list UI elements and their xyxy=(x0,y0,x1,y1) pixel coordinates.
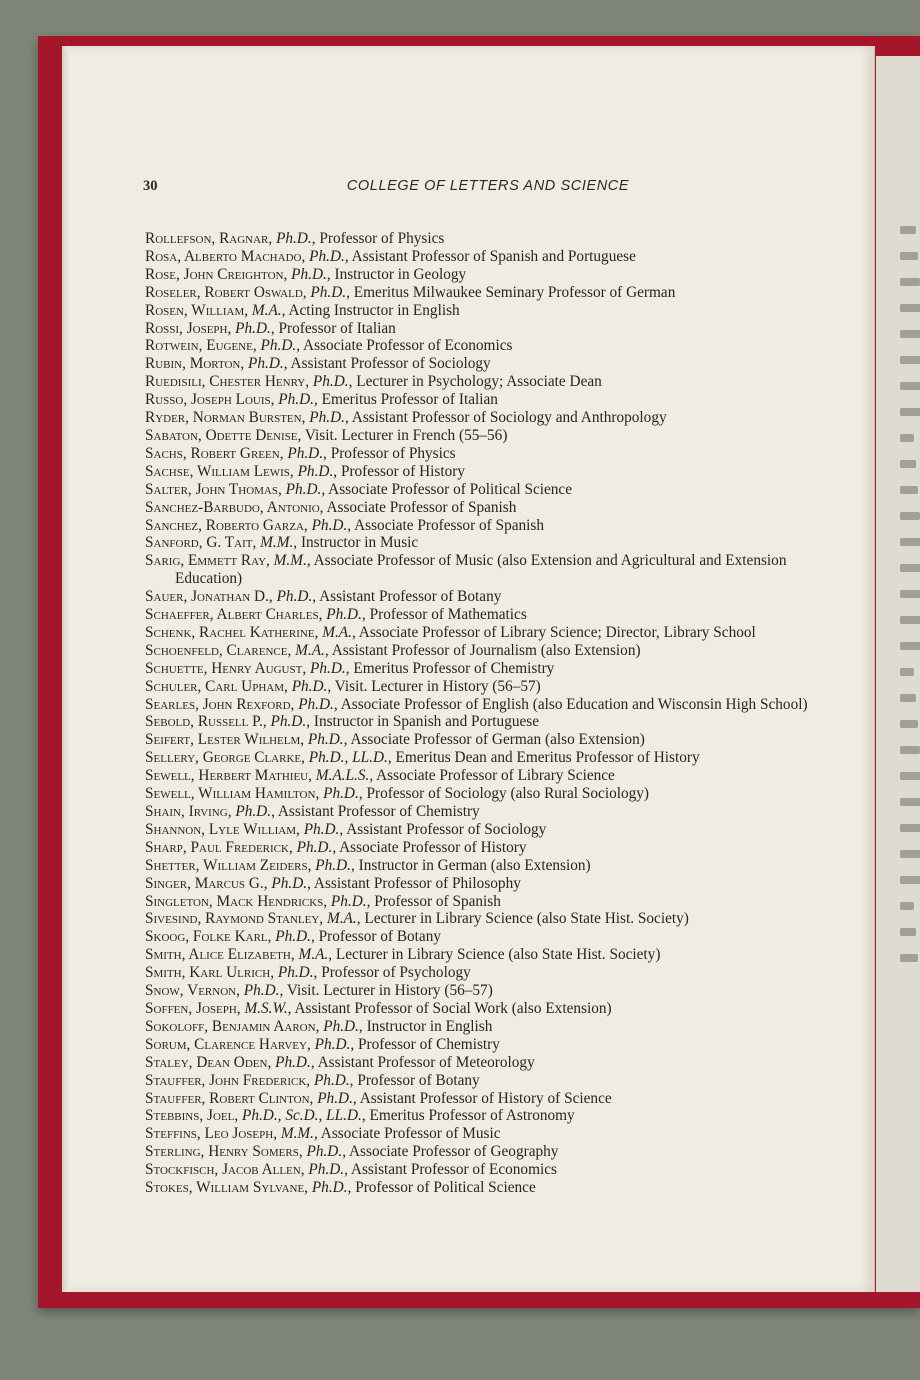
faculty-entry: Stokes, William Sylvane, Ph.D., Professor of Political Science xyxy=(145,1179,536,1197)
faculty-entry: Sterling, Henry Somers, Ph.D., Associate Professor of Geography xyxy=(145,1143,559,1161)
faculty-degree: Ph.D. xyxy=(326,606,362,624)
faculty-degree: Ph.D. xyxy=(308,1161,345,1179)
faculty-entry: Steffins, Leo Joseph, M.M., Associate Professor of Music xyxy=(145,1125,501,1143)
faculty-entry: Rosen, William, M.A., Acting Instructor in English xyxy=(145,301,460,319)
facing-page-text-line xyxy=(900,460,916,468)
faculty-entry: Stauffer, Robert Clinton, Ph.D., Assistant Professor of History of Science xyxy=(145,1089,612,1107)
faculty-degree: M.A. xyxy=(322,623,352,641)
faculty-degree: Ph.D. xyxy=(312,373,349,391)
faculty-title: Associate Professor of Spanish xyxy=(326,498,517,516)
faculty-degree: M.S.W. xyxy=(244,999,288,1017)
faculty-entry: Ryder, Norman Bursten, Ph.D., Assistant Professor of Sociology and Anthropology xyxy=(145,409,667,427)
faculty-degree: Ph.D. xyxy=(310,283,347,301)
faculty-title: Acting Instructor in English xyxy=(288,301,460,319)
facing-page-text-line xyxy=(900,616,920,624)
faculty-title: Instructor in English xyxy=(366,1017,493,1035)
faculty-name: Soffen, Joseph xyxy=(145,999,237,1017)
faculty-title: Associate Professor of Library Science; Director, Library School xyxy=(358,623,756,641)
faculty-entry: Rose, John Creighton, Ph.D., Instructor in Geology xyxy=(145,265,467,283)
faculty-degree: Ph.D. xyxy=(310,659,346,677)
faculty-title: Emeritus Milwaukee Seminary Professor of German xyxy=(353,283,676,301)
faculty-entry: Sebold, Russell P., Ph.D., Instructor in Spanish and Portuguese xyxy=(145,713,540,731)
faculty-entry: Sanchez-Barbudo, Antonio, Associate Professor of Spanish xyxy=(145,498,517,516)
faculty-title: Assistant Professor of Social Work (also Extension) xyxy=(294,999,612,1017)
faculty-degree: Ph.D. xyxy=(271,874,308,892)
faculty-name: Sachse, William Lewis xyxy=(145,462,290,480)
faculty-degree: Ph.D. xyxy=(297,462,334,480)
faculty-name: Schuette, Henry August xyxy=(145,659,303,677)
facing-page-text-line xyxy=(900,564,920,572)
faculty-degree: M.M. xyxy=(260,534,294,552)
faculty-degree: Ph.D. xyxy=(270,713,307,731)
faculty-degree: Ph.D. xyxy=(248,355,284,373)
faculty-degree: Ph.D. xyxy=(309,247,345,265)
faculty-title: Assistant Professor of Philosophy xyxy=(313,874,521,892)
faculty-name: Russo, Joseph Louis xyxy=(145,391,271,409)
faculty-name: Rotwein, Eugene xyxy=(145,337,253,355)
faculty-title: Assistant Professor of Sociology xyxy=(346,820,547,838)
faculty-entry: Skoog, Folke Karl, Ph.D., Professor of Botany xyxy=(145,928,442,946)
faculty-entry: Smith, Alice Elizabeth, M.A., Lecturer in Library Science (also State Hist. Society) xyxy=(145,946,661,964)
facing-page-text-line xyxy=(900,538,920,546)
facing-page-text-line xyxy=(900,772,920,780)
facing-page-text-line xyxy=(900,590,920,598)
facing-page-text-line xyxy=(900,668,914,676)
faculty-title: Assistant Professor of Chemistry xyxy=(277,803,480,820)
faculty-degree: Ph.D. xyxy=(276,588,313,606)
faculty-degree: M.A.L.S. xyxy=(315,767,370,785)
facing-page-text-line xyxy=(900,720,918,728)
facing-page-text-line xyxy=(900,252,918,260)
facing-page-text-line xyxy=(900,330,920,338)
faculty-degree: M.A. xyxy=(298,946,329,964)
faculty-title: Assistant Professor of Spanish and Portuguese xyxy=(351,247,636,265)
faculty-degree: Ph.D. xyxy=(317,1089,353,1107)
faculty-name: Sebold, Russell P. xyxy=(145,713,263,731)
faculty-name: Rossi, Joseph xyxy=(145,319,228,337)
faculty-list xyxy=(145,230,809,1197)
faculty-name: Singer, Marcus G. xyxy=(145,874,264,892)
faculty-entry: Sabaton, Odette Denise, Visit. Lecturer in French (55–56) xyxy=(145,426,508,444)
faculty-title: Assistant Professor of Sociology and Anthropology xyxy=(351,409,667,427)
faculty-name: Sorum, Clarence Harvey xyxy=(145,1035,307,1053)
facing-page-text-line xyxy=(900,824,920,832)
faculty-title: Instructor in German (also Extension) xyxy=(358,856,591,874)
faculty-name: Sanchez, Roberto Garza xyxy=(145,516,304,534)
faculty-degree: Ph.D. xyxy=(296,838,333,856)
faculty-entry: Seifert, Lester Wilhelm, Ph.D., Associate Professor of German (also Extension) xyxy=(145,731,645,749)
faculty-entry: Russo, Joseph Louis, Ph.D., Emeritus Professor of Italian xyxy=(145,391,498,409)
faculty-name: Stauffer, Robert Clinton xyxy=(145,1089,310,1107)
faculty-name: Sauer, Jonathan D. xyxy=(145,588,269,606)
faculty-title: Professor of Botany xyxy=(318,928,442,946)
running-head: COLLEGE OF LETTERS AND SCIENCE xyxy=(346,178,630,194)
faculty-degree: M.M. xyxy=(280,1125,314,1143)
faculty-title: Associate Professor of Music xyxy=(320,1125,501,1143)
facing-page-text-line xyxy=(900,408,920,416)
faculty-name: Stauffer, John Frederick xyxy=(145,1071,307,1089)
faculty-entry: Rossi, Joseph, Ph.D., Professor of Italian xyxy=(145,319,396,337)
faculty-entry: Schenk, Rachel Katherine, M.A., Associate Professor of Library Science; Director, Library School xyxy=(145,623,756,641)
facing-page-text-line xyxy=(900,746,920,754)
faculty-title: Professor of Italian xyxy=(278,319,396,337)
faculty-entry: Sarig, Emmett Ray, M.M., Associate Professor of Music (also Extension and Agricultural and Extension Education) xyxy=(145,552,787,588)
faculty-entry: Shetter, William Zeiders, Ph.D., Instructor in German (also Extension) xyxy=(145,856,591,874)
faculty-entry: Sokoloff, Benjamin Aaron, Ph.D., Instructor in English xyxy=(145,1017,493,1035)
faculty-name: Sarig, Emmett Ray xyxy=(145,552,267,570)
faculty-name: Roseler, Robert Oswald xyxy=(145,283,303,301)
faculty-title: Professor of Psychology xyxy=(321,964,471,982)
faculty-title: Associate Professor of German (also Extension) xyxy=(350,731,645,749)
faculty-entry: Roseler, Robert Oswald, Ph.D., Emeritus Milwaukee Seminary Professor of German xyxy=(145,283,676,301)
faculty-entry: Schuler, Carl Upham, Ph.D., Visit. Lecturer in History (56–57) xyxy=(145,677,541,695)
faculty-title: Visit. Lecturer in History (56–57) xyxy=(286,982,493,1000)
faculty-degree: M.A. xyxy=(295,641,325,659)
faculty-degree: Ph.D., Sc.D., LL.D. xyxy=(241,1107,362,1125)
faculty-entry: Sewell, Herbert Mathieu, M.A.L.S., Associate Professor of Library Science xyxy=(145,767,615,785)
faculty-degree: M.M. xyxy=(273,552,307,570)
faculty-name: Rollefson, Ragnar xyxy=(145,230,269,247)
faculty-name: Rubin, Morton xyxy=(145,355,241,373)
faculty-title: Emeritus Professor of Chemistry xyxy=(353,659,555,677)
faculty-entry: Rotwein, Eugene, Ph.D., Associate Professor of Economics xyxy=(145,337,513,355)
faculty-title: Assistant Professor of History of Science xyxy=(359,1089,612,1107)
faculty-title: Professor of Botany xyxy=(357,1071,480,1089)
faculty-name: Sewell, Herbert Mathieu xyxy=(145,767,309,785)
faculty-entry: Schoenfeld, Clarence, M.A., Assistant Professor of Journalism (also Extension) xyxy=(145,641,641,659)
faculty-entry: Stockfisch, Jacob Allen, Ph.D., Assistant Professor of Economics xyxy=(145,1161,557,1179)
faculty-degree: Ph.D. xyxy=(243,982,280,1000)
facing-page-text-line xyxy=(900,382,920,390)
faculty-degree: Ph.D. xyxy=(303,820,340,838)
faculty-title: Professor of Chemistry xyxy=(357,1035,500,1053)
faculty-name: Schaeffer, Albert Charles xyxy=(145,606,319,624)
facing-page-text-line xyxy=(900,694,916,702)
faculty-degree: Ph.D. xyxy=(311,516,348,534)
faculty-title: Professor of Physics xyxy=(319,230,445,247)
faculty-entry: Rollefson, Ragnar, Ph.D., Professor of Physics xyxy=(145,230,445,247)
faculty-degree: Ph.D. xyxy=(276,230,312,247)
faculty-degree: Ph.D. xyxy=(314,1035,351,1053)
faculty-entry: Stebbins, Joel, Ph.D., Sc.D., LL.D., Emeritus Professor of Astronomy xyxy=(145,1107,575,1125)
faculty-degree: Ph.D. xyxy=(291,677,328,695)
faculty-entry: Sorum, Clarence Harvey, Ph.D., Professor of Chemistry xyxy=(145,1035,500,1053)
faculty-title: Associate Professor of History xyxy=(339,838,527,856)
faculty-title: Emeritus Dean and Emeritus Professor of History xyxy=(395,749,700,767)
faculty-degree: Ph.D. xyxy=(275,1053,311,1071)
faculty-entry: Sivesind, Raymond Stanley, M.A., Lecturer in Library Science (also State Hist. Society) xyxy=(145,910,689,928)
faculty-degree: Ph.D. xyxy=(323,1017,359,1035)
faculty-degree: Ph.D. xyxy=(307,731,344,749)
faculty-name: Searles, John Rexford xyxy=(145,695,291,713)
faculty-title: Professor of Sociology (also Rural Sociology) xyxy=(366,785,650,803)
faculty-entry: Stauffer, John Frederick, Ph.D., Professor of Botany xyxy=(145,1071,480,1089)
facing-page-text-line xyxy=(900,642,920,650)
faculty-entry: Sanford, G. Tait, M.M., Instructor in Music xyxy=(145,534,419,552)
faculty-name: Ruedisili, Chester Henry xyxy=(145,373,306,391)
facing-page-text-line xyxy=(900,928,916,936)
faculty-title: Visit. Lecturer in History (56–57) xyxy=(334,677,541,695)
faculty-entry: Staley, Dean Oden, Ph.D., Assistant Professor of Meteorology xyxy=(145,1053,535,1071)
faculty-degree: Ph.D. xyxy=(235,319,271,337)
faculty-title: Instructor in Geology xyxy=(334,265,467,283)
facing-page-text-line xyxy=(900,850,920,858)
faculty-degree: Ph.D. xyxy=(277,964,314,982)
faculty-name: Skoog, Folke Karl xyxy=(145,928,268,946)
faculty-degree: M.A. xyxy=(326,910,357,928)
facing-page-text-line xyxy=(900,486,918,494)
faculty-degree: Ph.D., LL.D. xyxy=(308,749,388,767)
facing-page-text-line xyxy=(900,876,920,884)
faculty-name: Stockfisch, Jacob Allen xyxy=(145,1161,301,1179)
facing-page-text-line xyxy=(900,434,914,442)
faculty-name: Sewell, William Hamilton xyxy=(145,785,316,803)
faculty-name: Sharp, Paul Frederick xyxy=(145,838,289,856)
faculty-title: Associate Professor of English (also Education and Wisconsin High School) xyxy=(340,695,808,713)
faculty-title: Associate Professor of Political Science xyxy=(328,480,573,498)
faculty-name: Smith, Alice Elizabeth xyxy=(145,946,291,964)
faculty-name: Shetter, William Zeiders xyxy=(145,856,308,874)
faculty-title: Associate Professor of Spanish xyxy=(354,516,545,534)
faculty-title: Lecturer in Library Science (also State Hist. Society) xyxy=(364,910,689,928)
faculty-name: Rosen, William xyxy=(145,301,245,319)
facing-page-text-line xyxy=(900,954,918,962)
faculty-entry: Sachs, Robert Green, Ph.D., Professor of Physics xyxy=(145,444,456,462)
facing-page-text-line xyxy=(900,356,920,364)
faculty-name: Sabaton, Odette Denise xyxy=(145,426,298,444)
faculty-entry: Singleton, Mack Hendricks, Ph.D., Professor of Spanish xyxy=(145,892,501,910)
facing-page-text-line xyxy=(900,902,914,910)
faculty-name: Schuler, Carl Upham xyxy=(145,677,285,695)
faculty-title: Professor of Mathematics xyxy=(369,606,527,624)
facing-page-text-line xyxy=(900,512,920,520)
faculty-name: Smith, Karl Ulrich xyxy=(145,964,271,982)
faculty-title: Professor of Physics xyxy=(330,444,456,462)
faculty-entry: Rosa, Alberto Machado, Ph.D., Assistant Professor of Spanish and Portuguese xyxy=(145,247,636,265)
faculty-entry: Singer, Marcus G., Ph.D., Assistant Professor of Philosophy xyxy=(145,874,521,892)
faculty-entry: Rubin, Morton, Ph.D., Assistant Professor of Sociology xyxy=(145,355,491,373)
faculty-entry: Shain, Irving, Ph.D., Assistant Professor of Chemistry xyxy=(145,803,480,820)
faculty-title: Instructor in Music xyxy=(300,534,419,552)
faculty-title: Associate Professor of Economics xyxy=(303,337,513,355)
faculty-name: Shain, Irving xyxy=(145,803,228,820)
faculty-degree: Ph.D. xyxy=(298,695,334,713)
faculty-entry: Snow, Vernon, Ph.D., Visit. Lecturer in History (56–57) xyxy=(145,982,493,1000)
faculty-entry: Schuette, Henry August, Ph.D., Emeritus Professor of Chemistry xyxy=(145,659,555,677)
faculty-name: Sellery, George Clarke xyxy=(145,749,302,767)
faculty-degree: Ph.D. xyxy=(309,409,345,427)
faculty-title: Professor of History xyxy=(340,462,466,480)
faculty-name: Schenk, Rachel Katherine xyxy=(145,623,315,641)
faculty-title: Visit. Lecturer in French (55–56) xyxy=(304,426,508,444)
faculty-name: Snow, Vernon xyxy=(145,982,237,1000)
faculty-degree: Ph.D. xyxy=(275,928,311,946)
faculty-entry: Ruedisili, Chester Henry, Ph.D., Lecturer in Psychology; Associate Dean xyxy=(145,373,602,391)
faculty-degree: Ph.D. xyxy=(287,444,324,462)
faculty-title: Assistant Professor of Sociology xyxy=(290,355,491,373)
faculty-title: Emeritus Professor of Italian xyxy=(321,391,498,409)
faculty-entry: Sellery, George Clarke, Ph.D., LL.D., Emeritus Dean and Emeritus Professor of History xyxy=(145,749,700,767)
facing-page-text-line xyxy=(900,798,920,806)
faculty-degree: M.A. xyxy=(251,301,282,319)
faculty-title: Lecturer in Psychology; Associate Dean xyxy=(356,373,602,391)
faculty-title: Instructor in Spanish and Portuguese xyxy=(313,713,540,731)
faculty-name: Rosa, Alberto Machado xyxy=(145,247,302,265)
faculty-entry: Sauer, Jonathan D., Ph.D., Assistant Professor of Botany xyxy=(145,588,502,606)
page-gutter xyxy=(62,46,70,1292)
faculty-degree: Ph.D. xyxy=(278,391,314,409)
faculty-entry: Searles, John Rexford, Ph.D., Associate Professor of English (also Education and Wisconsin High School) xyxy=(145,695,808,713)
faculty-entry: Shannon, Lyle William, Ph.D., Assistant Professor of Sociology xyxy=(145,820,547,838)
faculty-entry: Sharp, Paul Frederick, Ph.D., Associate Professor of History xyxy=(145,838,527,856)
faculty-name: Staley, Dean Oden xyxy=(145,1053,268,1071)
faculty-name: Stokes, William Sylvane xyxy=(145,1179,305,1197)
next-page-edge xyxy=(876,56,920,1292)
facing-page-text-line xyxy=(900,304,920,312)
faculty-name: Sanford, G. Tait xyxy=(145,534,253,552)
faculty-title: Assistant Professor of Botany xyxy=(319,588,502,606)
faculty-entry: Schaeffer, Albert Charles, Ph.D., Professor of Mathematics xyxy=(145,606,527,624)
faculty-name: Stebbins, Joel xyxy=(145,1107,235,1125)
faculty-degree: Ph.D. xyxy=(313,1071,350,1089)
faculty-name: Singleton, Mack Hendricks xyxy=(145,892,324,910)
faculty-name: Shannon, Lyle William xyxy=(145,820,297,838)
faculty-title: Associate Professor of Library Science xyxy=(376,767,615,785)
faculty-degree: Ph.D. xyxy=(291,265,327,283)
faculty-title: Associate Professor of Music (also Extension and Agricultural and Extension Education) xyxy=(175,552,787,588)
faculty-degree: Ph.D. xyxy=(330,892,367,910)
faculty-name: Steffins, Leo Joseph xyxy=(145,1125,274,1143)
faculty-degree: Ph.D. xyxy=(235,803,272,820)
faculty-title: Professor of Political Science xyxy=(355,1179,536,1197)
facing-page-text-line xyxy=(900,226,916,234)
faculty-name: Sanchez-Barbudo, Antonio xyxy=(145,498,320,516)
faculty-title: Associate Professor of Geography xyxy=(349,1143,559,1161)
faculty-name: Sterling, Henry Somers xyxy=(145,1143,299,1161)
faculty-degree: Ph.D. xyxy=(315,856,351,874)
page-header xyxy=(143,178,833,200)
faculty-name: Sokoloff, Benjamin Aaron xyxy=(145,1017,316,1035)
faculty-entry: Smith, Karl Ulrich, Ph.D., Professor of Psychology xyxy=(145,964,471,982)
faculty-name: Sivesind, Raymond Stanley xyxy=(145,910,320,928)
faculty-entry: Soffen, Joseph, M.S.W., Assistant Professor of Social Work (also Extension) xyxy=(145,999,612,1017)
faculty-name: Sachs, Robert Green xyxy=(145,444,280,462)
faculty-title: Emeritus Professor of Astronomy xyxy=(369,1107,575,1125)
faculty-title: Assistant Professor of Journalism (also Extension) xyxy=(331,641,641,659)
faculty-degree: Ph.D. xyxy=(306,1143,343,1161)
faculty-name: Schoenfeld, Clarence xyxy=(145,641,288,659)
faculty-entry: Salter, John Thomas, Ph.D., Associate Professor of Political Science xyxy=(145,480,573,498)
faculty-entry: Sanchez, Roberto Garza, Ph.D., Associate Professor of Spanish xyxy=(145,516,545,534)
faculty-title: Professor of Spanish xyxy=(374,892,501,910)
faculty-degree: Ph.D. xyxy=(323,785,359,803)
faculty-title: Lecturer in Library Science (also State Hist. Society) xyxy=(335,946,661,964)
faculty-degree: Ph.D. xyxy=(285,480,322,498)
faculty-entry: Sewell, William Hamilton, Ph.D., Professor of Sociology (also Rural Sociology) xyxy=(145,785,650,803)
faculty-degree: Ph.D. xyxy=(260,337,297,355)
faculty-title: Assistant Professor of Meteorology xyxy=(317,1053,535,1071)
faculty-name: Seifert, Lester Wilhelm xyxy=(145,731,301,749)
faculty-name: Rose, John Creighton xyxy=(145,265,284,283)
faculty-name: Ryder, Norman Bursten xyxy=(145,409,302,427)
faculty-title: Assistant Professor of Economics xyxy=(350,1161,557,1179)
page-number: 30 xyxy=(143,178,158,194)
faculty-entry: Sachse, William Lewis, Ph.D., Professor of History xyxy=(145,462,466,480)
faculty-name: Salter, John Thomas xyxy=(145,480,278,498)
faculty-degree: Ph.D. xyxy=(311,1179,348,1197)
facing-page-text-line xyxy=(900,278,920,286)
